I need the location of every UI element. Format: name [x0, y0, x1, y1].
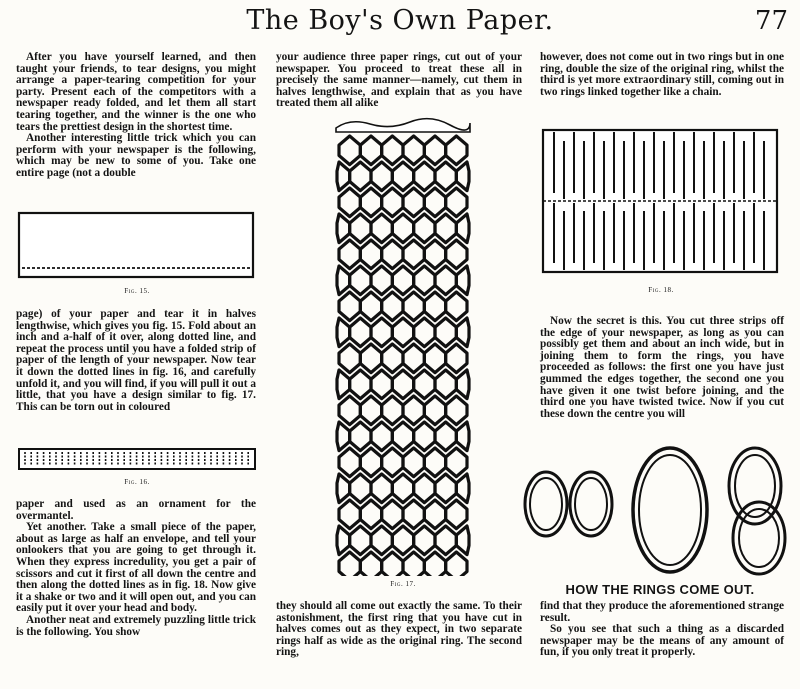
col2-paragraph-1: your audience three paper rings, cut out of your newspaper. You proceed to treat these all in precisely the same manner—namely, cut them in halves lengthwise, and explain that as you have treated them all alike	[276, 51, 522, 110]
col1-paragraph-6: Another neat and extremely puzzling little trick is the following. You show	[16, 613, 256, 638]
col1-paragraph-2: Another interesting little trick which you can perform with your newspaper is the following, which may be new to some of you. Take one entire page (not a double	[16, 132, 256, 179]
col1-paragraph-1: After you have yourself learned, and then taught your friends, to tear designs, you might arrange a paper-tearing competition for your party. Present each of the competitors with a newspaper ready folded, and let them all start tearing together, and the winner is the one who tears the prettiest design in the shortest time.	[16, 51, 256, 133]
fig16-caption: Fig. 16.	[124, 478, 150, 486]
fig18-illustration	[540, 127, 782, 277]
fig18-caption: Fig. 18.	[648, 286, 674, 294]
fig17-illustration	[330, 114, 476, 576]
col3-bottom-block	[540, 601, 784, 659]
col3-mid-block	[540, 316, 784, 420]
masthead	[0, 2, 800, 42]
rings-illustration	[510, 446, 792, 578]
fig17-caption: Fig. 17.	[390, 580, 416, 588]
col3-paragraph-1: however, does not come out in two rings but in one ring, double the size of the original ring, whilst the third is yet more extraordinary still, coming out in two rings linked together like a chain.	[540, 51, 784, 98]
col3-top-block	[540, 52, 784, 98]
fig15-illustration	[16, 210, 258, 280]
col3-paragraph-3: find that they produce the aforementioned strange result.	[540, 600, 784, 624]
page-number: 77	[754, 6, 788, 36]
col2-top-block	[276, 52, 522, 110]
masthead-title: The Boy's Own Paper.	[246, 5, 554, 36]
fig15-caption: Fig. 15.	[124, 287, 150, 295]
col3-paragraph-4: So you see that such a thing as a discarded newspaper may be the means of any amount of fun, if you only treat it properly.	[540, 623, 784, 659]
col1-top-block	[16, 52, 256, 180]
ring-linked-lower	[733, 502, 785, 574]
col1-paragraph-4: paper and used as an ornament for the overmantel.	[16, 498, 256, 522]
col1-paragraph-3: page) of your paper and tear it in halves lengthwise, which gives you fig. 15. Fold about an inch and a-half of it over, along dotted line, and repeat the process until you have a folded strip of paper of the length of your newspaper. Now tear it down the dotted lines in fig. 16, and carefully unfold it, and you will find, if you will pull it out a little, that you have a design similar to fig. 17. This can be torn out in coloured	[16, 308, 256, 413]
ring-large	[633, 448, 707, 572]
col1-mid-block	[16, 309, 256, 413]
ring-plain	[525, 472, 567, 536]
rings-caption: HOW THE RINGS COME OUT.	[565, 582, 755, 597]
col1-bottom-block	[16, 499, 256, 638]
fig16-illustration	[16, 446, 258, 472]
ring-linked-upper	[729, 448, 781, 524]
ring-one-twist	[570, 472, 612, 536]
col3-paragraph-2: Now the secret is this. You cut three strips off the edge of your newspaper, as long as you can possibly get them and about an inch wide, but in joining them to form the rings, you have proceeded as follows: the first one you have just gummed the edges together, the second one you have given it one twist before joining, and the third one you have twisted twice. Now if you cut these down the centre you will	[540, 315, 784, 420]
col1-paragraph-5: Yet another. Take a small piece of the paper, about as large as half an envelope, and tell your onlookers that you are going to get through it. When they express incredulity, you get a pair of scissors and cut it first of all down the centre and then along the dotted lines as in fig. 18. Now give it a shake or two and it will open out, and you can easily put it over your head and body.	[16, 521, 256, 615]
col2-bottom-block	[276, 601, 522, 659]
col2-paragraph-2: they should all come out exactly the same. To their astonishment, the first ring that you have cut in halves comes out as they expect, in two separate rings half as wide as the original ring. The second ring,	[276, 600, 522, 659]
